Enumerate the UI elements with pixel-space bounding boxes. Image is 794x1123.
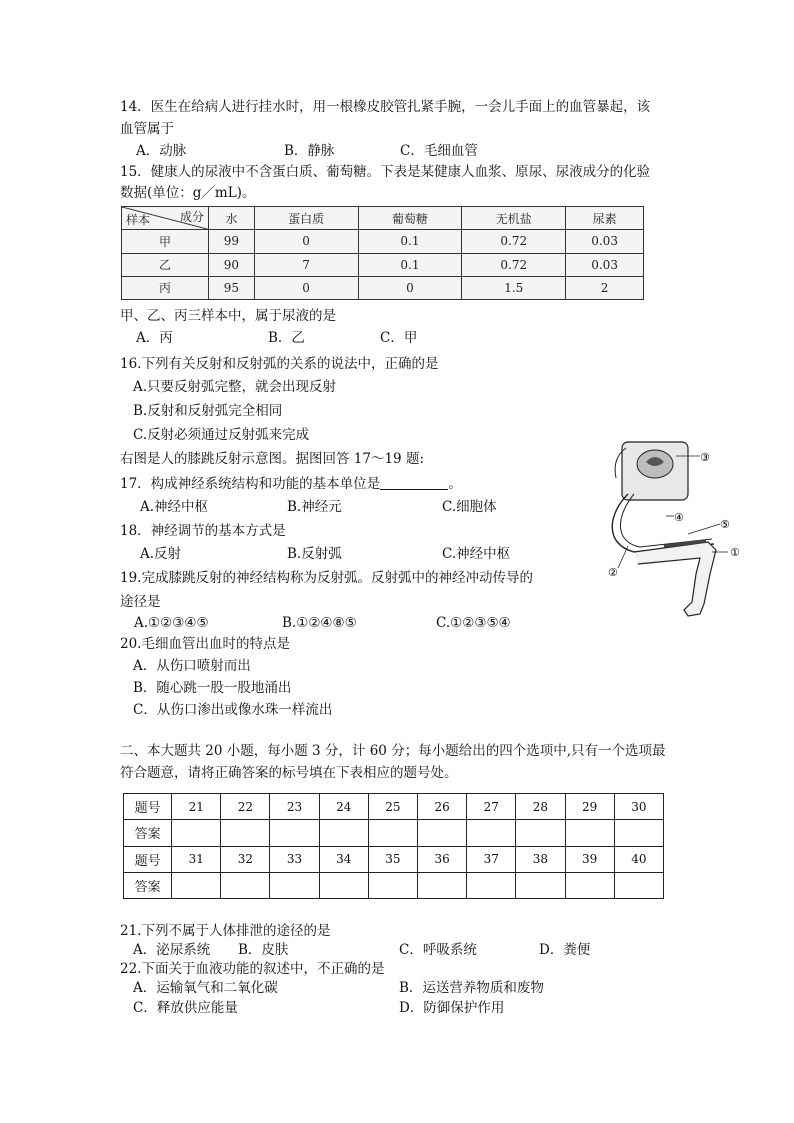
label-3: ③	[700, 451, 710, 464]
table-row	[122, 276, 644, 299]
q20-option-a: A．从伤口喷射而出	[133, 658, 251, 674]
corner-bottom-label: 样本	[126, 213, 151, 228]
leader-2	[618, 546, 628, 568]
q17-answer-blank	[380, 475, 448, 490]
row-header-number: 题号	[124, 846, 172, 872]
q14-option-b: B．静脉	[284, 143, 335, 159]
label-5: ⑤	[720, 518, 730, 531]
question-number: 29	[565, 794, 614, 820]
q18-option-a: A.反射	[140, 546, 182, 562]
answer-number-row-1	[124, 794, 664, 820]
answer-cell[interactable]	[516, 872, 565, 898]
q15-option-c: C．甲	[380, 330, 418, 346]
answer-cell[interactable]	[172, 872, 221, 898]
table-cell: 0.72	[462, 253, 566, 276]
q17-option-a: A.神经中枢	[140, 499, 209, 515]
table-cell: 0.1	[358, 253, 462, 276]
q15-option-a: A．丙	[136, 330, 173, 346]
table-corner-cell	[122, 207, 209, 230]
q15-question: 甲、乙、丙三样本中，属于尿液的是	[120, 308, 336, 324]
answer-row-1	[124, 820, 664, 846]
q16-option-c: C.反射必须通过反射弧来完成	[133, 427, 310, 443]
q19-option-b: B.①②④⑧⑤	[282, 615, 357, 631]
answer-cell[interactable]	[614, 820, 663, 846]
answer-cell[interactable]	[270, 820, 319, 846]
q17-stem	[120, 474, 462, 494]
knee-reflex-diagram	[604, 434, 752, 620]
q22-option-d: D．防御保护作用	[399, 1000, 505, 1016]
table-cell: 0.03	[566, 230, 644, 253]
table-cell: 90	[209, 253, 255, 276]
table-cell: 99	[209, 230, 255, 253]
question-number: 27	[467, 794, 516, 820]
q20-stem: 20.毛细血管出血时的特点是	[120, 636, 290, 652]
table-header: 水	[209, 207, 255, 230]
q19-option-c: C.①②③⑤④	[436, 615, 511, 631]
answer-cell[interactable]	[467, 872, 516, 898]
table-cell: 0	[358, 276, 462, 299]
label-4: ④	[674, 511, 684, 524]
answer-cell[interactable]	[368, 820, 417, 846]
table-cell: 2	[566, 276, 644, 299]
table-cell: 0.03	[566, 253, 644, 276]
row-header-answer: 答案	[124, 872, 172, 898]
table-header: 无机盐	[462, 207, 566, 230]
intro-17-19: 右图是人的膝跳反射示意图。据图回答 17～19 题:	[120, 451, 424, 467]
q17-stem-text: 17．构成神经系统结构和功能的基本单位是	[120, 476, 381, 492]
leader-5	[688, 524, 720, 534]
nerve-fiber-efferent	[620, 494, 712, 547]
answer-cell[interactable]	[516, 820, 565, 846]
table-header-row	[122, 207, 644, 230]
question-number: 35	[368, 846, 417, 872]
row-label: 甲	[122, 230, 209, 253]
q20-option-c: C．从伤口渗出或像水珠一样流出	[133, 702, 333, 718]
question-number: 31	[172, 846, 221, 872]
table-header: 葡萄糖	[358, 207, 462, 230]
q14-option-a: A．动脉	[136, 143, 187, 159]
question-number: 24	[319, 794, 368, 820]
answer-cell[interactable]	[172, 820, 221, 846]
section2-line1: 二、本大题共 20 小题，每小题 3 分，计 60 分；每小题给出的四个选项中,只有一个选项最	[120, 743, 666, 759]
answer-cell[interactable]	[319, 820, 368, 846]
question-number: 26	[418, 794, 467, 820]
q15-stem-line1: 15．健康人的尿液中不含蛋白质、葡萄糖。下表是某健康人血浆、原尿、尿液成分的化验	[120, 164, 651, 180]
table-cell: 0	[254, 276, 358, 299]
q17-stem-end: 。	[448, 476, 462, 492]
answer-cell[interactable]	[319, 872, 368, 898]
answer-row-2	[124, 872, 664, 898]
label-1: ①	[730, 546, 740, 559]
question-number: 22	[221, 794, 270, 820]
q18-option-b: B.反射弧	[287, 546, 342, 562]
row-header-answer: 答案	[124, 820, 172, 846]
q14-stem-line1: 14．医生在给病人进行挂水时，用一根橡皮胶管扎紧手腕，一会儿手面上的血管暴起，该	[120, 99, 651, 115]
q14-option-c: C．毛细血管	[400, 143, 478, 159]
question-number: 28	[516, 794, 565, 820]
q15-option-b: B．乙	[268, 330, 305, 346]
q18-option-c: C.神经中枢	[442, 546, 511, 562]
leg-outline	[634, 542, 716, 616]
q21-option-c: C．呼吸系统	[399, 942, 477, 958]
q21-option-a: A．泌尿系统	[133, 942, 211, 958]
table-cell: 1.5	[462, 276, 566, 299]
q16-option-a: A.只要反射弧完整，就会出现反射	[133, 379, 337, 395]
question-number: 25	[368, 794, 417, 820]
section2-line2: 符合题意，请将正确答案的标号填在下表相应的题号处。	[120, 765, 458, 781]
row-label: 乙	[122, 253, 209, 276]
q16-stem: 16.下列有关反射和反射弧的关系的说法中，正确的是	[120, 356, 439, 372]
q21-option-b: B．皮肤	[238, 942, 289, 958]
answer-cell[interactable]	[467, 820, 516, 846]
q22-option-a: A．运输氧气和二氧化碳	[133, 980, 278, 996]
answer-cell[interactable]	[418, 872, 467, 898]
q18-stem: 18．神经调节的基本方式是	[120, 523, 286, 539]
q22-option-c: C．释放供应能量	[133, 1000, 238, 1016]
question-number: 40	[614, 846, 663, 872]
question-number: 30	[614, 794, 663, 820]
q21-option-d: D．粪便	[539, 942, 591, 958]
q22-option-b: B．运送营养物质和废物	[399, 980, 544, 996]
table-row	[122, 253, 644, 276]
table-cell: 0	[254, 230, 358, 253]
question-number: 21	[172, 794, 221, 820]
table-header: 尿素	[566, 207, 644, 230]
q21-stem: 21.下列不属于人体排泄的途径的是	[120, 923, 331, 939]
q17-option-b: B.神经元	[287, 499, 342, 515]
lab-data-table	[121, 206, 644, 300]
corner-top-label: 成分	[179, 210, 204, 224]
question-number: 34	[319, 846, 368, 872]
answer-cell[interactable]	[221, 872, 270, 898]
question-number: 23	[270, 794, 319, 820]
q20-option-b: B．随心跳一股一股地涌出	[133, 680, 292, 696]
answer-cell[interactable]	[368, 872, 417, 898]
question-number: 39	[565, 846, 614, 872]
q14-stem-line2: 血管属于	[120, 121, 174, 137]
answer-number-row-2	[124, 846, 664, 872]
q19-stem-line2: 途径是	[120, 594, 161, 610]
table-cell: 0.72	[462, 230, 566, 253]
q16-option-b: B.反射和反射弧完全相同	[133, 403, 283, 419]
answer-cell[interactable]	[270, 872, 319, 898]
q19-option-a: A.①②③④⑤	[134, 615, 209, 631]
answer-cell[interactable]	[565, 820, 614, 846]
answer-cell[interactable]	[565, 872, 614, 898]
q19-stem-line1: 19.完成膝跳反射的神经结构称为反射弧。反射弧中的神经冲动传导的	[120, 570, 533, 586]
q22-stem: 22.下面关于血液功能的叙述中，不正确的是	[120, 961, 385, 977]
question-number: 36	[418, 846, 467, 872]
row-label: 丙	[122, 276, 209, 299]
question-number: 32	[221, 846, 270, 872]
answer-table	[123, 793, 664, 899]
question-number: 33	[270, 846, 319, 872]
label-2: ②	[608, 566, 618, 579]
q17-option-c: C.细胞体	[442, 499, 497, 515]
answer-cell[interactable]	[418, 820, 467, 846]
answer-cell[interactable]	[221, 820, 270, 846]
table-row	[122, 230, 644, 253]
question-number: 37	[467, 846, 516, 872]
table-cell: 95	[209, 276, 255, 299]
question-number: 38	[516, 846, 565, 872]
row-header-number: 题号	[124, 794, 172, 820]
q15-stem-line2: 数据(单位：g／mL)。	[120, 185, 256, 201]
table-header: 蛋白质	[254, 207, 358, 230]
table-cell: 7	[254, 253, 358, 276]
answer-cell[interactable]	[614, 872, 663, 898]
table-cell: 0.1	[358, 230, 462, 253]
